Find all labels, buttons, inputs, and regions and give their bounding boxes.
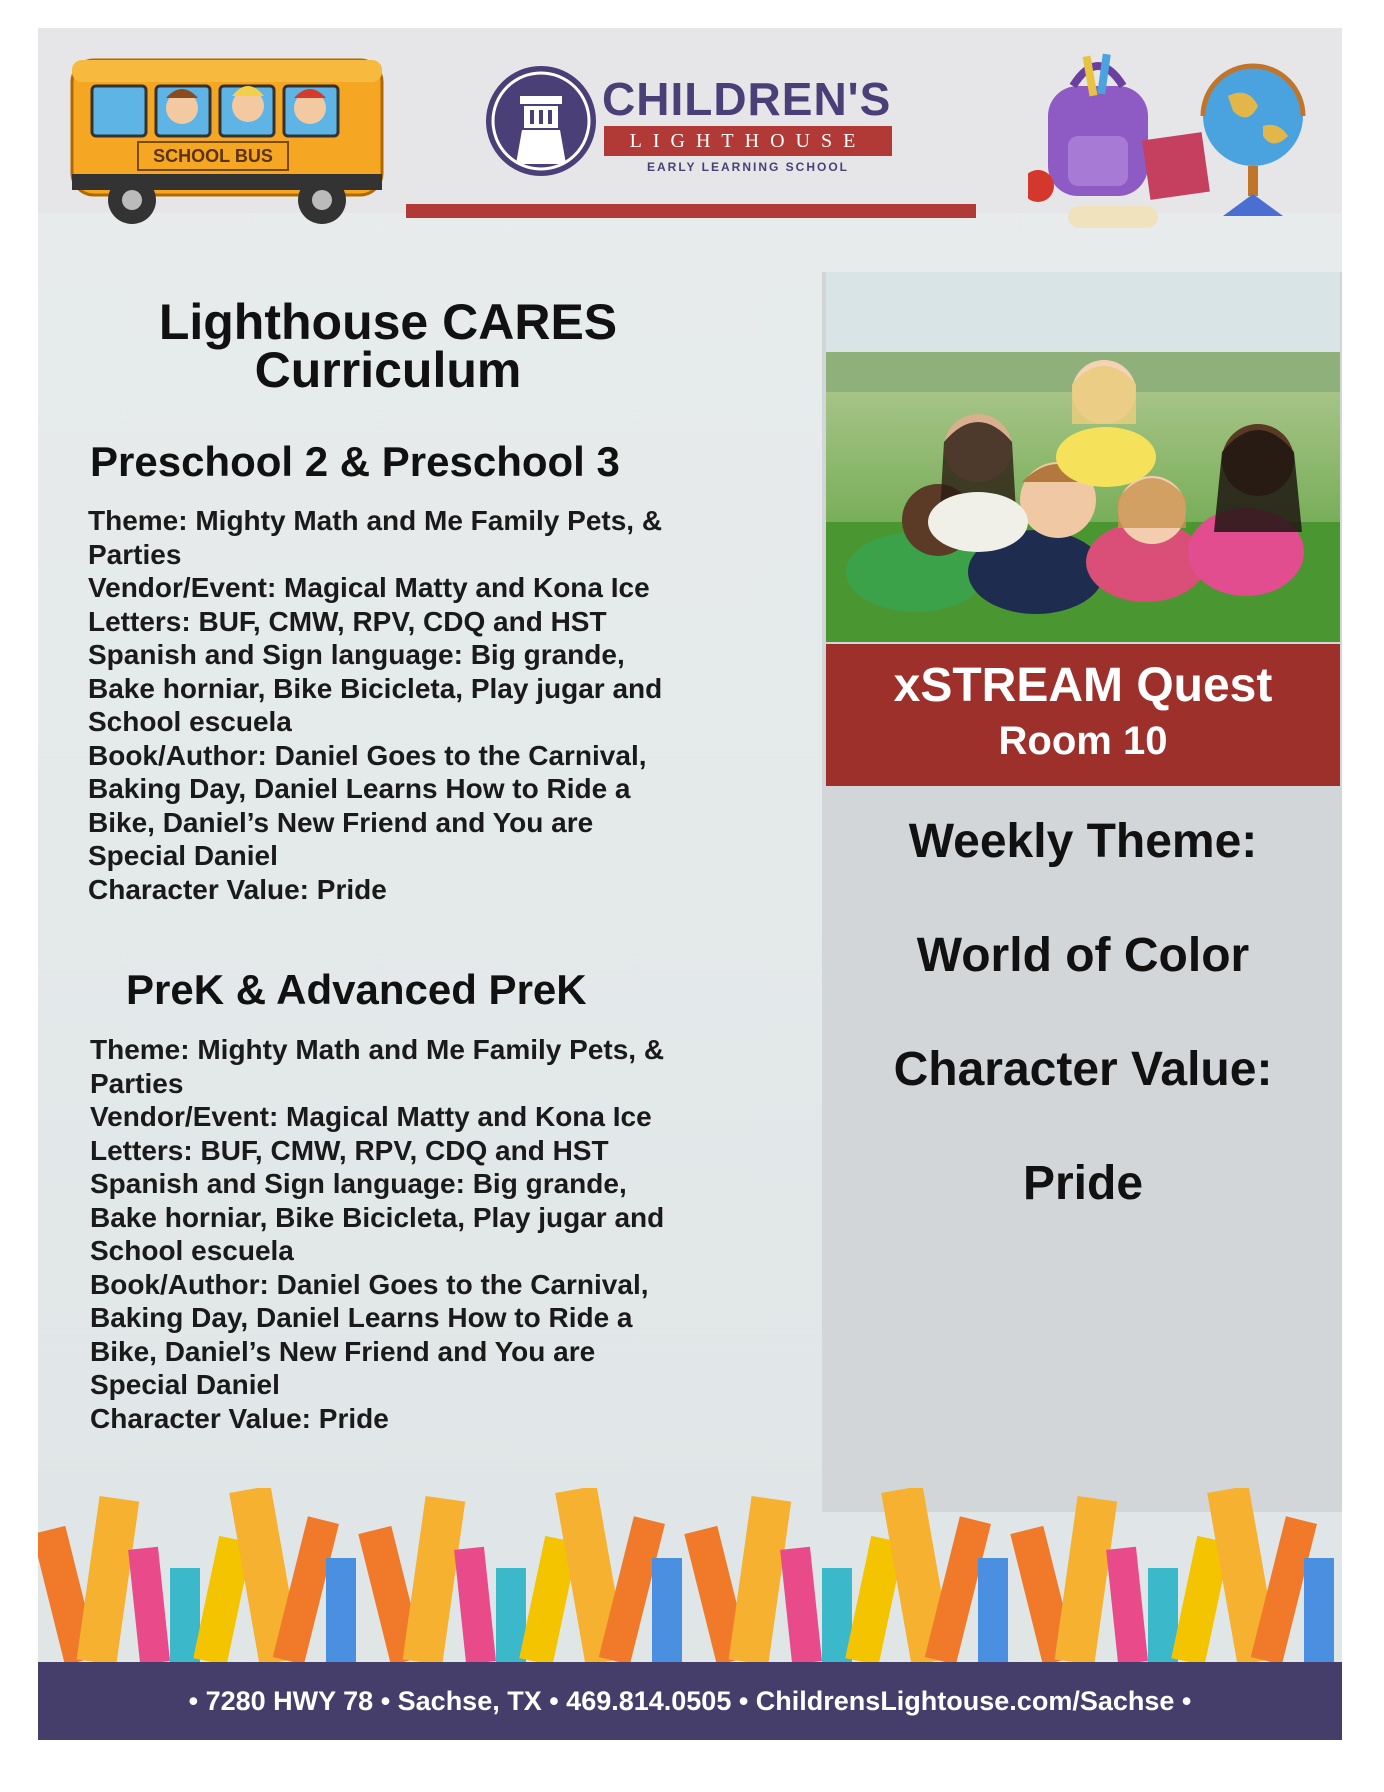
prek-line: Book/Author: Daniel Goes to the Carnival, [90,1268,649,1300]
header-divider [406,204,976,218]
prek-line: Bake horniar, Bike Bicicleta, Play jugar and [90,1201,665,1233]
logo-tagline: EARLY LEARNING SCHOOL [646,160,850,174]
school-supplies-illustration [1028,36,1328,236]
school-bus-illustration [52,42,392,232]
prek-line: Bike, Daniel’s New Friend and You are [90,1335,596,1367]
weekly-theme-label: Weekly Theme: [908,815,1258,868]
curriculum-title-line2: Curriculum [254,342,522,398]
prek-line: Spanish and Sign language: Big grande, [90,1168,627,1199]
section-body-preschool [88,504,748,906]
prek-line: Special Daniel [90,1369,280,1400]
prek-line: Parties [90,1067,184,1099]
preschool-line: Character Value: Pride [88,873,387,905]
preschool-line: School escuela [88,706,292,737]
prek-line: Character Value: Pride [90,1402,389,1434]
logo-subtitle: LIGHTHOUSE [604,126,892,156]
prek-line: Letters: BUF, CMW, RPV, CDQ and HST [90,1134,609,1166]
section-body-prek [90,1033,750,1435]
curriculum-column [38,218,828,1518]
flyer-page [38,28,1342,1740]
weekly-theme-value: World of Color [916,929,1250,982]
prek-line: School escuela [90,1235,294,1266]
preschool-line: Theme: Mighty Math and Me Family Pets, & [88,505,663,536]
logo-name: CHILDREN'S [602,73,892,125]
bus-sign: SCHOOL BUS [153,146,273,166]
lighthouse-icon [486,66,596,176]
preschool-line: Vendor/Event: Magical Matty and Kona Ice [88,572,650,603]
preschool-line: Book/Author: Daniel Goes to the Carnival, [88,739,647,771]
prek-line: Vendor/Event: Magical Matty and Kona Ice [90,1101,652,1132]
character-value-value: Pride [1022,1157,1144,1210]
prek-line: Theme: Mighty Math and Me Family Pets, & [90,1034,665,1065]
preschool-line: Parties [88,538,182,570]
section-title-preschool: Preschool 2 & Preschool 3 [90,438,620,485]
room-number: Room 10 [998,719,1168,763]
childrens-lighthouse-logo [486,66,906,176]
preschool-line: Bike, Daniel’s New Friend and You are [88,806,594,838]
curriculum-title-line1: Lighthouse CARES [158,294,618,350]
preschool-line: Baking Day, Daniel Learns How to Ride a [88,773,631,804]
children-group-photo [826,272,1340,642]
xstream-quest-banner [826,644,1340,786]
prek-line: Baking Day, Daniel Learns How to Ride a [90,1302,633,1333]
banner-title: xSTREAM Quest [893,659,1273,712]
pencils-border-illustration [38,1488,1342,1663]
footer-contact-bar: • 7280 HWY 78 • Sachse, TX • 469.814.0505 • ChildrensLightouse.com/Sachse • [38,1662,1342,1740]
curriculum-title [98,294,678,398]
character-value-label: Character Value: [893,1043,1273,1096]
section-title-prek: PreK & Advanced PreK [126,966,587,1013]
preschool-line: Letters: BUF, CMW, RPV, CDQ and HST [88,605,607,637]
preschool-line: Spanish and Sign language: Big grande, [88,639,625,670]
preschool-line: Bake horniar, Bike Bicicleta, Play jugar and [88,672,663,704]
preschool-line: Special Daniel [88,840,278,871]
